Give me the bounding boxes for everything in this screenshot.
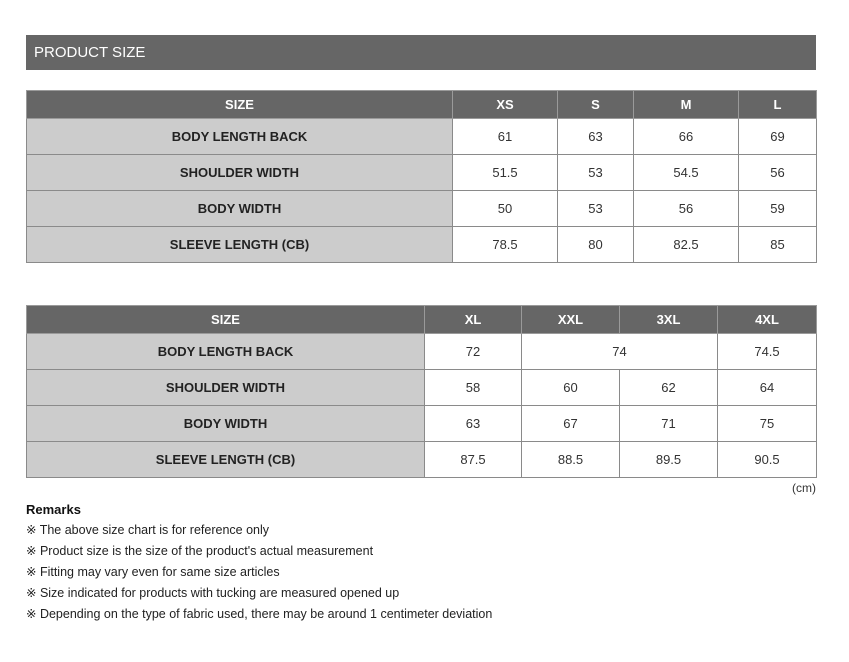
unit-label: (cm) <box>792 481 816 495</box>
table-cell: 56 <box>739 155 817 191</box>
list-item: ※ Size indicated for products with tucking are measured opened up <box>26 586 400 600</box>
product-size-banner <box>26 35 816 70</box>
table-cell: 88.5 <box>522 442 620 478</box>
size-column-header: SIZE <box>27 91 453 119</box>
table-header-row <box>27 91 817 119</box>
table-cell: 72 <box>425 334 522 370</box>
table-cell: 75 <box>718 406 817 442</box>
table-cell-merged: 74 <box>522 334 718 370</box>
list-item: ※ The above size chart is for reference only <box>26 523 269 537</box>
row-label-sleeve-length: SLEEVE LENGTH (CB) <box>27 442 425 478</box>
table-row <box>27 155 817 191</box>
table-cell: 50 <box>453 191 558 227</box>
table-cell: 62 <box>620 370 718 406</box>
table-row <box>27 191 817 227</box>
table-row <box>27 334 817 370</box>
size-header-l: L <box>739 91 817 119</box>
table-row <box>27 370 817 406</box>
row-label-body-width: BODY WIDTH <box>27 191 453 227</box>
size-header-xl: XL <box>425 306 522 334</box>
table-cell: 78.5 <box>453 227 558 263</box>
size-header-xxl: XXL <box>522 306 620 334</box>
row-label-shoulder-width: SHOULDER WIDTH <box>27 370 425 406</box>
table-cell: 63 <box>425 406 522 442</box>
size-table-1 <box>26 90 817 263</box>
table-cell: 56 <box>634 191 739 227</box>
table-cell: 89.5 <box>620 442 718 478</box>
table-row <box>27 442 817 478</box>
table-cell: 63 <box>558 119 634 155</box>
size-header-xs: XS <box>453 91 558 119</box>
table-cell: 74.5 <box>718 334 817 370</box>
table-cell: 61 <box>453 119 558 155</box>
remarks-heading: Remarks <box>26 502 81 517</box>
row-label-sleeve-length: SLEEVE LENGTH (CB) <box>27 227 453 263</box>
table-cell: 51.5 <box>453 155 558 191</box>
table-cell: 67 <box>522 406 620 442</box>
table-cell: 54.5 <box>634 155 739 191</box>
table-header-row <box>27 306 817 334</box>
table-cell: 53 <box>558 191 634 227</box>
page-title: PRODUCT SIZE <box>34 44 146 61</box>
row-label-shoulder-width: SHOULDER WIDTH <box>27 155 453 191</box>
table-cell: 64 <box>718 370 817 406</box>
size-header-m: M <box>634 91 739 119</box>
size-header-3xl: 3XL <box>620 306 718 334</box>
size-table-2 <box>26 305 817 478</box>
list-item: ※ Product size is the size of the product's actual measurement <box>26 544 374 558</box>
table-cell: 85 <box>739 227 817 263</box>
row-label-body-width: BODY WIDTH <box>27 406 425 442</box>
table-cell: 90.5 <box>718 442 817 478</box>
table-cell: 69 <box>739 119 817 155</box>
row-label-body-length-back: BODY LENGTH BACK <box>27 119 453 155</box>
size-column-header: SIZE <box>27 306 425 334</box>
table-cell: 59 <box>739 191 817 227</box>
table-row <box>27 119 817 155</box>
remarks-list <box>26 522 492 627</box>
table-cell: 87.5 <box>425 442 522 478</box>
list-item: ※ Fitting may vary even for same size articles <box>26 565 280 579</box>
table-row <box>27 227 817 263</box>
table-cell: 82.5 <box>634 227 739 263</box>
table-cell: 80 <box>558 227 634 263</box>
table-row <box>27 406 817 442</box>
table-cell: 66 <box>634 119 739 155</box>
row-label-body-length-back: BODY LENGTH BACK <box>27 334 425 370</box>
size-header-s: S <box>558 91 634 119</box>
table-cell: 60 <box>522 370 620 406</box>
table-cell: 71 <box>620 406 718 442</box>
list-item: ※ Depending on the type of fabric used, there may be around 1 centimeter deviation <box>26 607 493 621</box>
table-cell: 58 <box>425 370 522 406</box>
size-header-4xl: 4XL <box>718 306 817 334</box>
table-cell: 53 <box>558 155 634 191</box>
